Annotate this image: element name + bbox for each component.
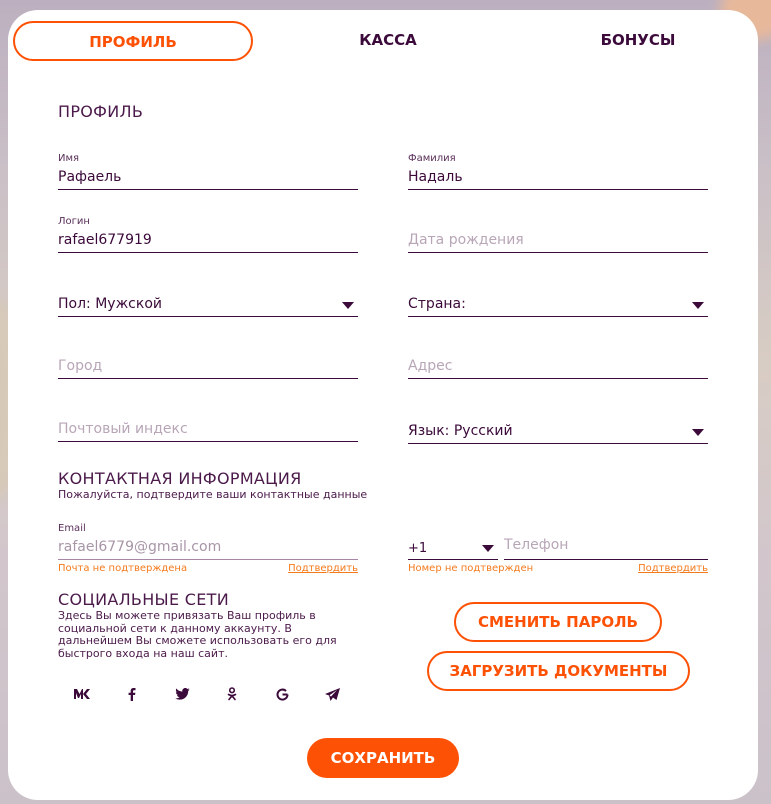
chevron-down-icon	[342, 302, 354, 309]
twitter-icon[interactable]	[172, 685, 192, 703]
tab-cashier[interactable]: КАССА	[359, 31, 417, 49]
social-section-description: Здесь Вы можете привязать Ваш профиль в социальной сети к данному аккаунту. В дальнейшем Вы сможете использовать его для быстрого входа на наш сайт.	[58, 609, 337, 660]
email-label: Email	[58, 523, 86, 534]
vk-icon[interactable]	[72, 685, 92, 703]
language-value: Язык: Русский	[408, 423, 513, 439]
contact-section-title: КОНТАКТНАЯ ИНФОРМАЦИЯ	[58, 469, 302, 488]
google-icon[interactable]	[272, 685, 292, 703]
tab-bar	[13, 21, 753, 61]
last-name-field[interactable]	[408, 153, 708, 190]
upload-documents-button[interactable]: ЗАГРУЗИТЬ ДОКУМЕНТЫ	[427, 651, 690, 691]
address-placeholder: Адрес	[408, 358, 453, 374]
first-name-value: Рафаель	[58, 169, 122, 185]
odnoklassniki-icon[interactable]	[222, 685, 242, 703]
language-select[interactable]	[408, 414, 708, 444]
phone-code-select[interactable]	[408, 530, 498, 560]
profile-panel	[8, 10, 758, 800]
email-value: rafael6779@gmail.com	[58, 539, 222, 555]
gender-select[interactable]	[58, 287, 358, 317]
phone-code-value: +1	[408, 541, 428, 556]
social-section-title: СОЦИАЛЬНЫЕ СЕТИ	[58, 590, 229, 609]
email-confirm-link[interactable]: Подтвердить	[288, 563, 358, 574]
contact-section-subtitle: Пожалуйста, подтвердите ваши контактные данные	[58, 488, 368, 501]
facebook-icon[interactable]	[122, 685, 142, 703]
telegram-icon[interactable]	[322, 685, 342, 703]
email-field[interactable]	[58, 523, 358, 560]
chevron-down-icon	[692, 429, 704, 436]
last-name-label: Фамилия	[408, 153, 456, 164]
phone-field[interactable]	[504, 530, 708, 560]
login-field[interactable]	[58, 216, 358, 253]
birth-date-placeholder: Дата рождения	[408, 232, 524, 248]
first-name-label: Имя	[58, 153, 80, 164]
address-field[interactable]	[408, 349, 708, 379]
postal-code-placeholder: Почтовый индекс	[58, 421, 188, 437]
country-value: Страна:	[408, 296, 466, 312]
phone-status: Номер не подтвержден	[408, 563, 534, 574]
phone-confirm-link[interactable]: Подтвердить	[638, 563, 708, 574]
chevron-down-icon	[482, 545, 494, 552]
save-button[interactable]: СОХРАНИТЬ	[307, 738, 459, 778]
country-select[interactable]	[408, 287, 708, 317]
phone-placeholder: Телефон	[504, 537, 569, 553]
login-label: Логин	[58, 216, 90, 227]
tab-profile[interactable]: ПРОФИЛЬ	[13, 21, 253, 61]
postal-code-field[interactable]	[58, 412, 358, 442]
gender-value: Пол: Мужской	[58, 296, 163, 312]
city-field[interactable]	[58, 349, 358, 379]
login-value: rafael677919	[58, 232, 152, 248]
birth-date-field[interactable]	[408, 223, 708, 253]
city-placeholder: Город	[58, 358, 103, 374]
first-name-field[interactable]	[58, 153, 358, 190]
change-password-button[interactable]: СМЕНИТЬ ПАРОЛЬ	[454, 602, 662, 642]
chevron-down-icon	[692, 302, 704, 309]
email-status: Почта не подтверждена	[58, 563, 188, 574]
tab-bonuses[interactable]: БОНУСЫ	[600, 31, 676, 49]
profile-section-title: ПРОФИЛЬ	[58, 102, 144, 121]
last-name-value: Надаль	[408, 169, 463, 185]
